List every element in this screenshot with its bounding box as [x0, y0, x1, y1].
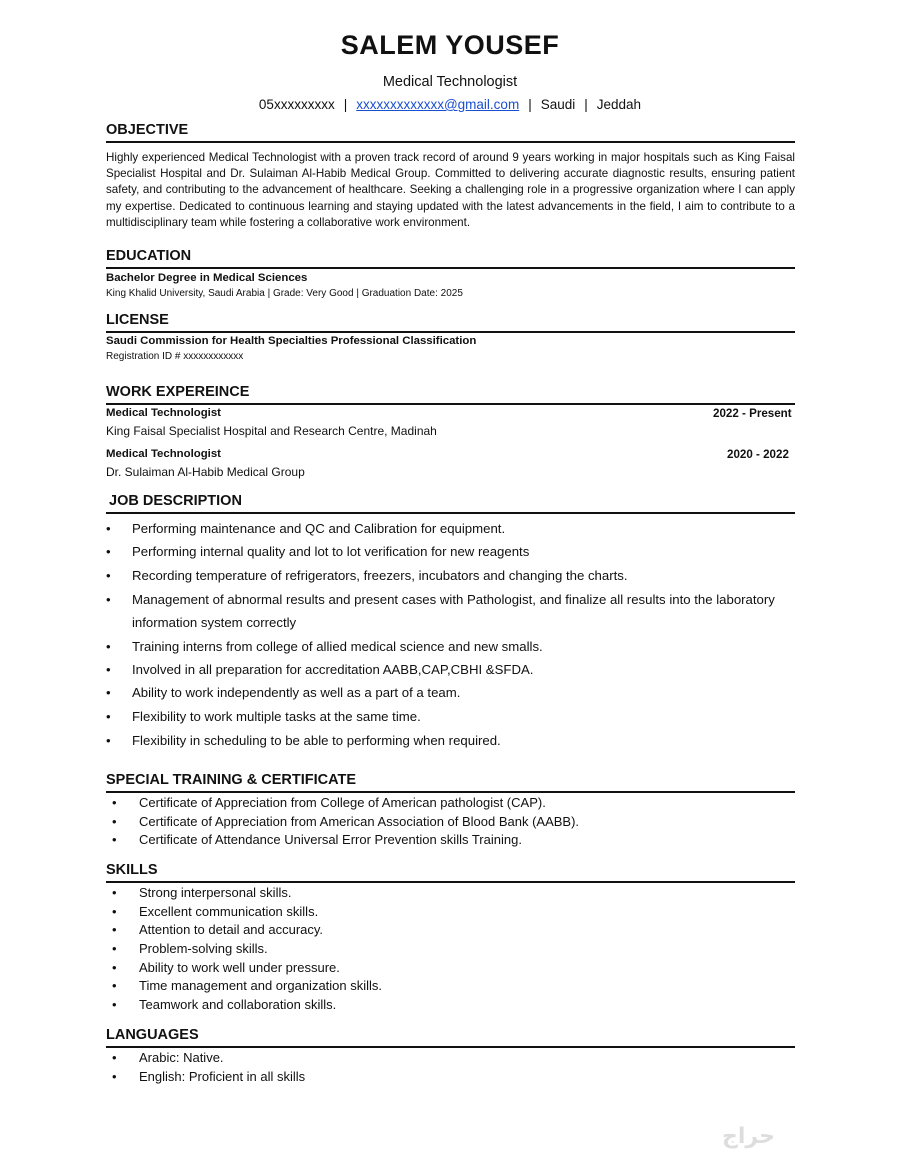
objective-section — [106, 121, 795, 143]
bullet-icon: • — [112, 1069, 117, 1084]
bullet-icon: • — [106, 685, 111, 700]
phone-number: 05xxxxxxxxx — [258, 97, 335, 112]
separator: | — [343, 97, 348, 112]
work-section — [106, 383, 795, 405]
job-place: Dr. Sulaiman Al-Habib Medical Group — [106, 465, 305, 479]
education-details: King Khalid University, Saudi Arabia | Grade: Very Good | Graduation Date: 2025 — [106, 288, 463, 299]
training-heading: SPECIAL TRAINING & CERTIFICATE — [106, 771, 795, 793]
license-name: Saudi Commission for Health Specialties Professional Classification — [106, 335, 477, 347]
job-place: King Faisal Specialist Hospital and Research Centre, Madinah — [106, 424, 437, 438]
resume-page: SALEM YOUSEF Medical Technologist 05xxxxxxxxx | xxxxxxxxxxxxx@gmail.com | Saudi | Jeddah OBJECTIVE Highly experienced Medical Technologist with a proven track record of around 9 years working in major hospitals such as King Faisal Specialist Hospital and Dr. Sulaiman Al-Habib Medical Group. Committed to delivering accurate diagnostic results, ensuring patient safety, and contributing to the advancement of healthcare. Seeking a challenging role in a progressive organization where I can apply my expertise. Dedicated to continuous learning and staying updated with the latest advancements in the field, I aim to contribute to a multidisciplinary team while fostering a collaborative work environment. EDUCATION Bachelor Degree in Medical Sciences King Khalid University, Saudi Arabia | Grade: Very Good | Graduation Date: 2025 LICENSE Saudi Commission for Health Specialties Professional Classification Registration ID # xxxxxxxxxxxx WORK EXPEREINCE Medical Technologist 2022 - Present King Faisal Specialist Hospital and Research Centre, Madinah Medical Technologist 2020 - 2022 Dr. Sulaiman Al-Habib Medical Group JOB DESCRIPTION • Performing maintenance and QC and Calibration for equipment. • Performing internal quality and lot to lot verification for new reagents • Recording temperature of refrigerators, freezers, incubators and changing the charts. • Management of abnormal results and present cases with Pathologist, and finalize all results into the laboratory information system correctly • Training interns from college of allied medical science and new smalls. • Involved in all preparation for accreditation AABB,CAP,CBHI &SFDA. • Ability to work independently as well as a part of a team. • Flexibility to work multiple tasks at the same time. • Flexibility in scheduling to be able to performing when required. SPECIAL TRAINING & CERTIFICATE • Certificate of Appreciation from College of American pathologist (CAP). • Certificate of Appreciation from American Association of Blood Bank (AABB). • Certificate of Attendance Universal Error Prevention skills Training. SKILLS • Strong interpersonal skills. • Excellent communication skills. • Attention to detail and accuracy. • Problem-solving skills. • Ability to work well under pressure. • Time management and organization skills. • Teamwork and collaboration skills. LANGUAGES • Arabic: Native. • English: Proficient in all skills حراج — [0, 0, 900, 1165]
license-registration: Registration ID # xxxxxxxxxxxx — [106, 351, 244, 362]
bullet-icon: • — [112, 814, 117, 829]
job-dates: 2020 - 2022 — [727, 448, 789, 461]
languages-heading: LANGUAGES — [106, 1026, 795, 1048]
license-heading: LICENSE — [106, 311, 795, 333]
bullet-icon: • — [112, 904, 117, 919]
bullet-icon: • — [106, 521, 111, 536]
bullet-icon: • — [112, 1050, 117, 1065]
bullet-icon: • — [112, 795, 117, 810]
job-role: Medical Technologist — [106, 448, 221, 460]
work-heading: WORK EXPEREINCE — [106, 383, 795, 405]
bullet-icon: • — [112, 997, 117, 1012]
bullet-icon: • — [112, 832, 117, 847]
job-description-heading: JOB DESCRIPTION — [106, 492, 795, 514]
objective-heading: OBJECTIVE — [106, 121, 795, 143]
watermark-logo — [722, 1124, 892, 1158]
bullet-icon: • — [112, 922, 117, 937]
watermark-text: حراج — [722, 1124, 775, 1149]
job-description-section — [106, 492, 795, 514]
bullet-icon: • — [106, 733, 111, 748]
bullet-icon: • — [112, 941, 117, 956]
bullet-icon: • — [112, 885, 117, 900]
separator: | — [584, 97, 588, 112]
bullet-icon: • — [106, 639, 111, 654]
email-link[interactable]: xxxxxxxxxxxxx@gmail.com — [356, 97, 520, 112]
education-heading: EDUCATION — [106, 247, 795, 269]
city: Jeddah — [596, 97, 642, 112]
training-section — [106, 771, 795, 793]
objective-text: Highly experienced Medical Technologist with a proven track record of around 9 years working in major hospitals such as King Faisal Specialist Hospital and Dr. Sulaiman Al-Habib Medical Group. Committed to delivering accurate diagnostic results, ensuring patient safety, and contributing to the advancement of healthcare. Seeking a challenging role in a progressive organization where I can apply my expertise. Dedicated to continuous learning and staying updated with the latest advancements in the field, I aim to contribute to a multidisciplinary team while fostering a collaborative work environment. — [106, 151, 795, 229]
bullet-icon: • — [106, 709, 111, 724]
skills-heading: SKILLS — [106, 861, 795, 883]
job-role: Medical Technologist — [106, 407, 221, 419]
bullet-icon: • — [106, 544, 111, 559]
candidate-name: SALEM YOUSEF — [340, 30, 560, 60]
bullet-icon: • — [112, 960, 117, 975]
languages-section — [106, 1026, 795, 1048]
bullet-icon: • — [106, 662, 111, 677]
bullet-icon: • — [112, 978, 117, 993]
education-degree: Bachelor Degree in Medical Sciences — [106, 272, 308, 284]
license-section — [106, 311, 795, 333]
country: Saudi — [540, 97, 576, 112]
separator: | — [528, 97, 532, 112]
education-section — [106, 247, 795, 269]
bullet-icon: • — [106, 592, 111, 607]
job-dates: 2022 - Present — [713, 407, 792, 420]
bullet-icon: • — [106, 568, 111, 583]
candidate-title: Medical Technologist — [382, 74, 518, 90]
skills-section — [106, 861, 795, 883]
contact-line — [0, 97, 900, 112]
